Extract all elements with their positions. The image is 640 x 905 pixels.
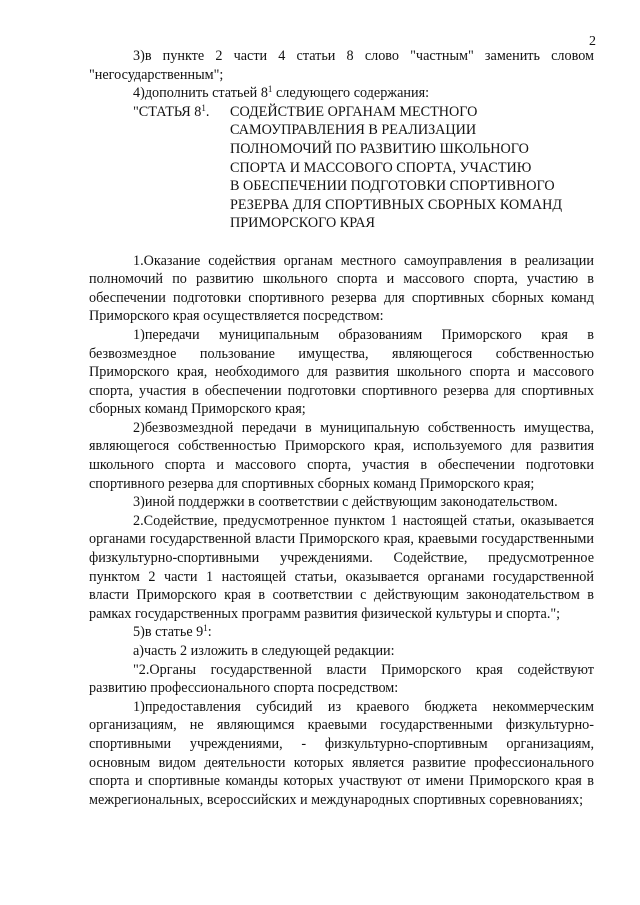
superscript-number: 1 — [267, 84, 273, 95]
paragraph-spacer — [89, 233, 594, 252]
paragraph-item-5-text-end: : — [207, 624, 212, 641]
article-heading-line: В ОБЕСПЕЧЕНИИ ПОДГОТОВКИ СПОРТИВНОГО — [230, 178, 555, 195]
article-heading-title — [230, 103, 594, 233]
article-heading-line: СОДЕЙСТВИЕ ОРГАНАМ МЕСТНОГО — [230, 103, 478, 120]
article-heading-label — [133, 103, 230, 233]
article-heading-line: СПОРТА И МАССОВОГО СПОРТА, УЧАСТИЮ — [230, 159, 532, 176]
paragraph-item-5-text: 5)в статье 9 — [133, 624, 204, 641]
article-heading — [89, 103, 594, 233]
article-heading-line: РЕЗЕРВА ДЛЯ СПОРТИВНЫХ СБОРНЫХ КОМАНД — [230, 196, 563, 213]
quoted-part-2-item-1: 1)предоставления субсидий из краевого бюджета некоммерческим организациям, не являющимся краевыми государственными физкультурно-спортивными учреждениями, - физкультурно-спортивным организациям, основным видом деятельности которых является развитие профессионального спорта и спортивные команды которых участвуют от имени Приморского края в межрегиональных, всероссийских и международных спортивных соревнованиях; — [89, 698, 594, 808]
paragraph-item-3: 3)в пункте 2 части 4 статьи 8 слово "частным" заменить словом "негосударственным"; — [89, 48, 594, 83]
article-label-text: "СТАТЬЯ 8 — [133, 103, 202, 120]
article-label-superscript: 1 — [201, 102, 206, 113]
section-1-item-3: 3)иной поддержки в соответствии с действующим законодательством. — [133, 494, 558, 511]
section-1-item-2: 2)безвозмездной передачи в муниципальную собственность имущества, являющегося собственностью Приморского края, используемого для развития школьного спорта и массового спорта, участия в обеспечении подготовки спортивного резерва для спортивных сборных команд Приморского края; — [89, 419, 594, 492]
article-label-dot: . — [205, 103, 210, 120]
document-body — [89, 47, 594, 809]
paragraph-item-5 — [89, 623, 594, 642]
article-heading-line: ПОЛНОМОЧИЙ ПО РАЗВИТИЮ ШКОЛЬНОГО — [230, 140, 529, 157]
page-number: 2 — [589, 34, 596, 49]
paragraph-item-4-text-end: следующего содержания: — [272, 85, 430, 102]
section-1-paragraph: 1.Оказание содействия органам местного самоуправления в реализации полномочий по развитию школьного спорта и массового спорта, участию в обеспечении подготовки спортивного резерва для спортивных сборных команд Приморского края осуществляется посредством: — [89, 252, 594, 325]
article-heading-line: ПРИМОРСКОГО КРАЯ — [230, 215, 376, 232]
superscript-number: 1 — [203, 623, 208, 634]
paragraph-item-4-text: 4)дополнить статьей 8 — [133, 85, 268, 102]
quoted-part-2: "2.Органы государственной власти Приморского края содействуют развитию профессионального спорта посредством: — [89, 661, 594, 697]
article-heading-line: САМОУПРАВЛЕНИЯ В РЕАЛИЗАЦИИ — [230, 122, 477, 139]
paragraph-item-5a: а)часть 2 изложить в следующей редакции: — [133, 643, 395, 659]
section-1-item-1: 1)передачи муниципальным образованиям Приморского края в безвозмездное пользование имущества, являющегося собственностью Приморского края, необходимого для развития школьного спорта и массового спорта, участия в обеспечении подготовки спортивного резерва для спортивных сборных команд Приморского края; — [89, 326, 594, 418]
section-2-paragraph: 2.Содействие, предусмотренное пунктом 1 настоящей статьи, оказывается органами государственной власти Приморского края, краевыми государственными физкультурно-спортивными учреждениями. Содействие, предусмотренное пунктом 2 части 1 настоящей статьи, оказывается органами государственной власти Приморского края в соответствии с действующим законодательством в рамках государственных программ развития физической культуры и спорта."; — [89, 512, 594, 622]
paragraph-item-4 — [89, 84, 594, 103]
